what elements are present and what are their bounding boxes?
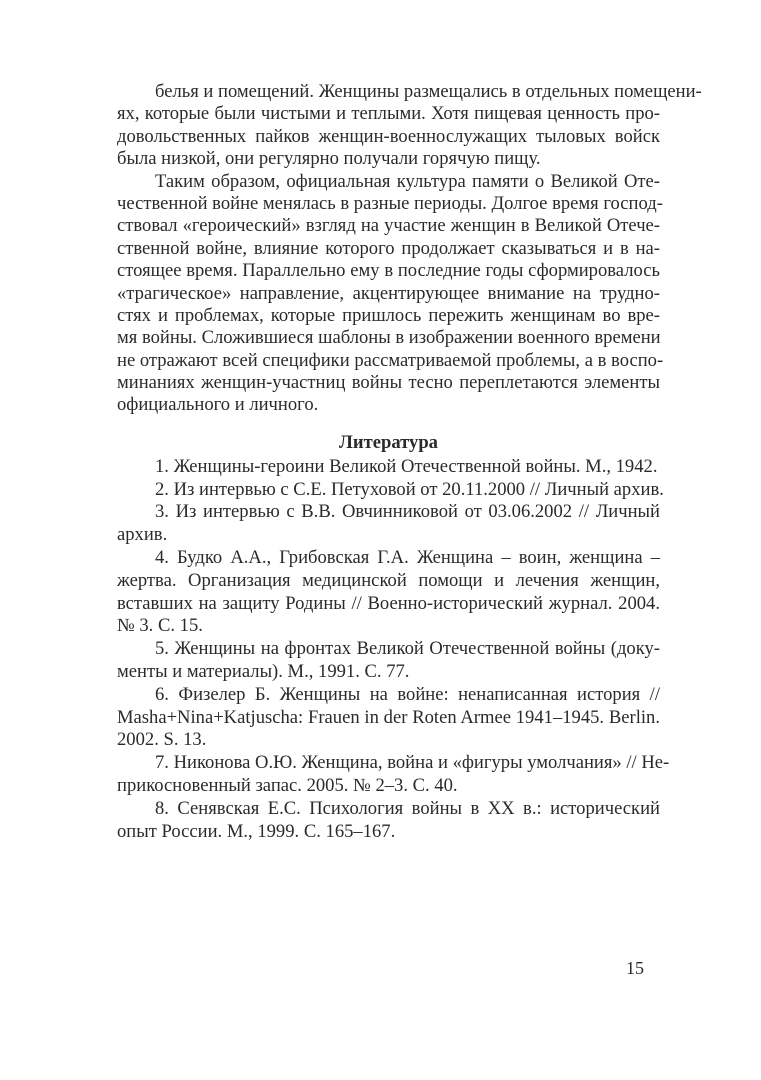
text-line: была низкой, они регулярно получали горячую пищу. [117, 148, 541, 170]
reference-item [117, 478, 664, 502]
reference-item [117, 547, 660, 638]
text-line: 8. Сенявская Е.С. Психология войны в XX в.: исторический [155, 797, 660, 819]
reference-item [117, 752, 670, 798]
text-line: «трагическое» направление, акцентирующее внимание на трудно- [117, 282, 660, 304]
text-line: 3. Из интервью с В.В. Овчинниковой от 03.06.2002 // Личный [155, 501, 660, 523]
reference-item [117, 798, 660, 844]
text-line: стоящее время. Параллельно ему в последние годы сформировалось [117, 260, 660, 282]
reference-item [117, 638, 660, 684]
text-line: менты и материалы). М., 1991. С. 77. [117, 661, 410, 683]
text-line: Таким образом, официальная культура памяти о Великой Оте- [155, 170, 660, 192]
references-list [117, 455, 670, 844]
text-line: ственной войне, влияние которого продолжает сказываться и в на- [117, 237, 660, 259]
text-line: прикосновенный запас. 2005. № 2–3. С. 40. [117, 775, 458, 797]
body-text [117, 81, 702, 417]
text-line: 5. Женщины на фронтах Великой Отечественной войны (доку- [155, 638, 660, 660]
text-line: вставших на защиту Родины // Военно-исторический журнал. 2004. [117, 592, 660, 614]
reference-item [117, 684, 660, 752]
text-line: жертва. Организация медицинской помощи и лечения женщин, [117, 569, 660, 591]
text-line: Masha+Nina+Katjuscha: Frauen in der Roten Armee 1941–1945. Berlin. [117, 706, 660, 728]
text-line: архив. [117, 524, 168, 546]
text-line: № 3. С. 15. [117, 615, 203, 637]
text-line: 1. Женщины-героини Великой Отечественной войны. М., 1942. [155, 455, 658, 477]
references-heading: Литература [339, 431, 438, 453]
paragraph [117, 81, 702, 171]
page-text [117, 81, 702, 843]
text-line: 4. Будко А.А., Грибовская Г.А. Женщина – воин, женщина – [155, 547, 660, 569]
text-line: стях и проблемах, которые пришлось пережить женщинам во вре- [117, 304, 660, 326]
text-line: не отражают всей специфики рассматриваемой проблемы, а в воспо- [117, 349, 664, 371]
text-line: 2002. S. 13. [117, 729, 207, 751]
reference-item [117, 501, 660, 547]
text-line: 2. Из интервью с С.Е. Петуховой от 20.11.2000 // Личный архив. [155, 478, 664, 500]
reference-item [117, 456, 660, 479]
paragraph [117, 170, 664, 417]
text-line: белья и помещений. Женщины размещались в отдельных помещени- [155, 81, 702, 102]
text-line: мя войны. Сложившиеся шаблоны в изображении военного времени [117, 327, 661, 349]
text-line: 7. Никонова О.Ю. Женщина, война и «фигуры умолчания» // Не- [155, 752, 670, 774]
text-line: чественной войне менялась в разные периоды. Долгое время господ- [117, 192, 663, 214]
text-line: ях, которые были чистыми и теплыми. Хотя пищевая ценность про- [117, 103, 660, 125]
text-line: 6. Физелер Б. Женщины на войне: ненаписанная история // [155, 683, 660, 705]
text-line: минаниях женщин-участниц войны тесно переплетаются элементы [117, 372, 660, 394]
page-number: 15 [626, 958, 644, 978]
text-line: опыт России. М., 1999. С. 165–167. [117, 820, 396, 842]
text-line: официального и личного. [117, 394, 319, 416]
text-line: ствовал «героический» взгляд на участие женщин в Великой Отече- [117, 215, 660, 237]
text-line: довольственных пайков женщин-военнослужащих тыловых войск [117, 125, 660, 147]
